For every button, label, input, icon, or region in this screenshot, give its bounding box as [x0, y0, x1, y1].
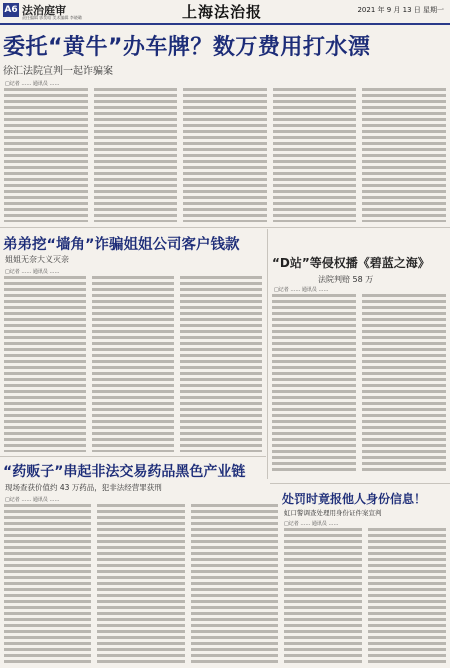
- article-4-column-2: [368, 528, 446, 666]
- article-2-title: “D站”等侵权播《碧蓝之海》: [272, 256, 430, 270]
- lead-column-1: [4, 88, 88, 222]
- article-1-body: [4, 276, 262, 452]
- lead-column-3: [183, 88, 267, 222]
- article-3-body: [4, 504, 278, 666]
- lead-headline: 委托“黄牛”办车牌？数万费用打水漂: [3, 35, 371, 60]
- issue-date: 2021 年 9 月 13 日 星期一: [357, 6, 444, 14]
- article-3-column-2: [97, 504, 184, 666]
- column-rule: [267, 229, 268, 479]
- article-3-byline: □记者 …… 通讯员 ……: [5, 497, 60, 503]
- lead-byline: □记者 …… 通讯员 ……: [5, 81, 60, 87]
- divider: [0, 227, 450, 228]
- article-3-column-1: [4, 504, 91, 666]
- masthead-rule: [0, 23, 450, 25]
- article-4-body: [284, 528, 446, 666]
- section-title: 法治庭审: [22, 4, 66, 17]
- article-2-byline: □记者 …… 通讯员 ……: [274, 287, 329, 293]
- article-1-byline: □记者 …… 通讯员 ……: [5, 269, 60, 275]
- article-1-column-1: [4, 276, 86, 452]
- lead-column-4: [273, 88, 357, 222]
- article-1-title: 弟弟挖“墙角”诈骗姐姐公司客户钱款: [3, 237, 240, 253]
- masthead: [0, 0, 450, 22]
- article-2-subtitle: 法院判赔 58 万: [318, 275, 374, 284]
- divider: [0, 456, 266, 457]
- page-number-badge: A6: [4, 5, 18, 15]
- lead-column-2: [94, 88, 178, 222]
- article-1-subtitle: 姐姐无奈大义灭亲: [5, 255, 69, 264]
- lead-subhead: 徐汇法院宣判一起诈骗案: [3, 66, 113, 77]
- article-4-subtitle: 虹口警调查处理用身份证件案宣判: [284, 509, 382, 517]
- article-2-body: [272, 294, 446, 474]
- article-2-column-1: [272, 294, 356, 474]
- article-3-column-3: [191, 504, 278, 666]
- lead-body: [4, 88, 446, 222]
- editors-line: 责任编辑 郭奕晗 美术编辑 李晓璐: [22, 15, 82, 20]
- article-2-column-2: [362, 294, 446, 474]
- article-3-subtitle: 现场查获价值约 43 万药品，犯非法经营罪获刑: [5, 483, 162, 492]
- article-4-title: 处罚时竟报他人身份信息！: [282, 492, 427, 506]
- divider: [270, 483, 450, 484]
- article-4-byline: □记者 …… 通讯员 ……: [284, 521, 339, 527]
- paper-name: 上海法治报: [182, 3, 263, 21]
- article-1-column-3: [180, 276, 262, 452]
- article-3-title: “药贩子”串起非法交易药品黑色产业链: [3, 464, 246, 480]
- article-4-column-1: [284, 528, 362, 666]
- lead-column-5: [362, 88, 446, 222]
- article-1-column-2: [92, 276, 174, 452]
